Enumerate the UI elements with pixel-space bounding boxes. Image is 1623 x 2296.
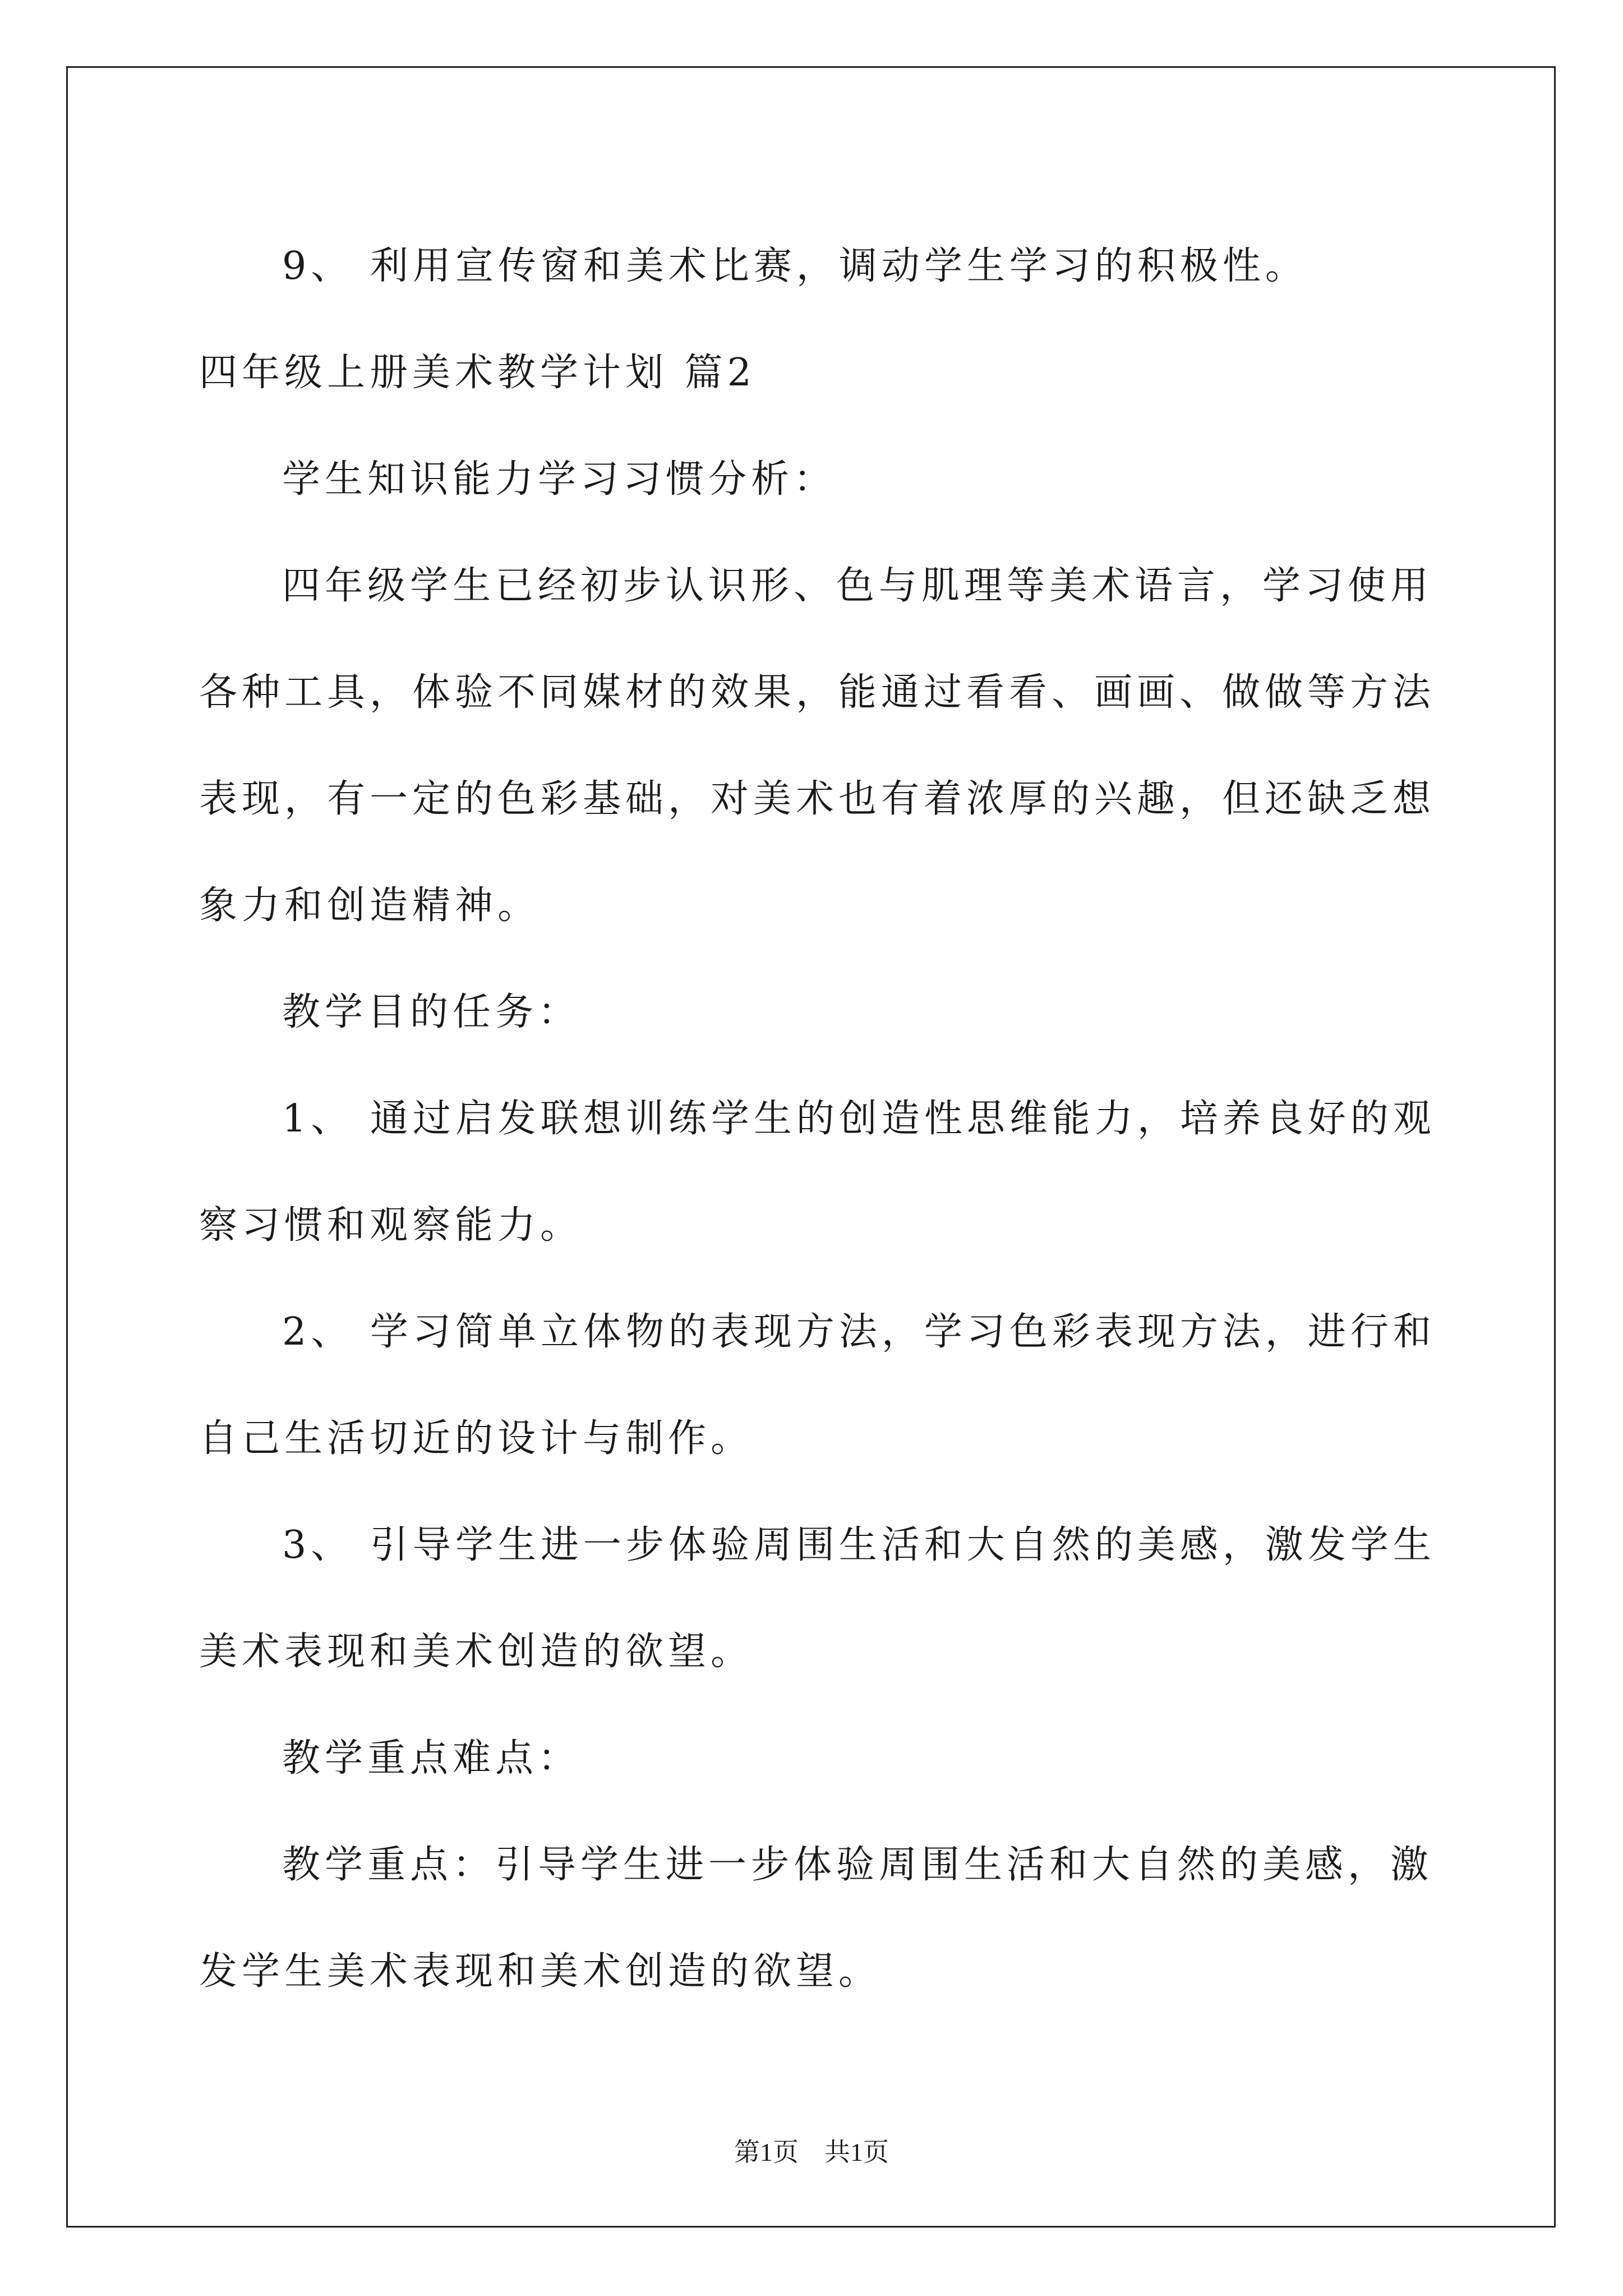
paragraph-analysis: 四年级学生已经初步认识形、色与肌理等美术语言，学习使用各种工具，体验不同媒材的效果，能通过看看、画画、做做等方法表现，有一定的色彩基础，对美术也有着浓厚的兴趣，但还缺乏想象力和创造精神。: [199, 564, 1436, 928]
paragraph-key-points: 教学重点：引导学生进一步体验周围生活和大自然的美感，激发学生美术表现和美术创造的欲望。: [199, 1843, 1433, 1994]
objective-item-1: 1、 通过启发联想训练学生的创造性思维能力，培养良好的观察习惯和观察能力。: [199, 1097, 1436, 1248]
paragraph-item-9: 9、 利用宣传窗和美术比赛，调动学生学习的积极性。: [282, 244, 1308, 288]
subheading-analysis: 学生知识能力学习习惯分析：: [282, 457, 837, 501]
document-body: [199, 213, 1444, 2025]
objective-item-2: 2、 学习简单立体物的表现方法，学习色彩表现方法，进行和自己生活切近的设计与制作。: [199, 1310, 1436, 1461]
section-heading: 四年级上册美术教学计划 篇2: [199, 351, 756, 395]
objective-item-3: 3、 引导学生进一步体验周围生活和大自然的美感，激发学生美术表现和美术创造的欲望。: [199, 1523, 1436, 1674]
subheading-objectives: 教学目的任务：: [282, 990, 581, 1034]
subheading-key-points: 教学重点难点：: [282, 1736, 581, 1780]
page-footer: 第1页 共1页: [734, 2138, 889, 2166]
